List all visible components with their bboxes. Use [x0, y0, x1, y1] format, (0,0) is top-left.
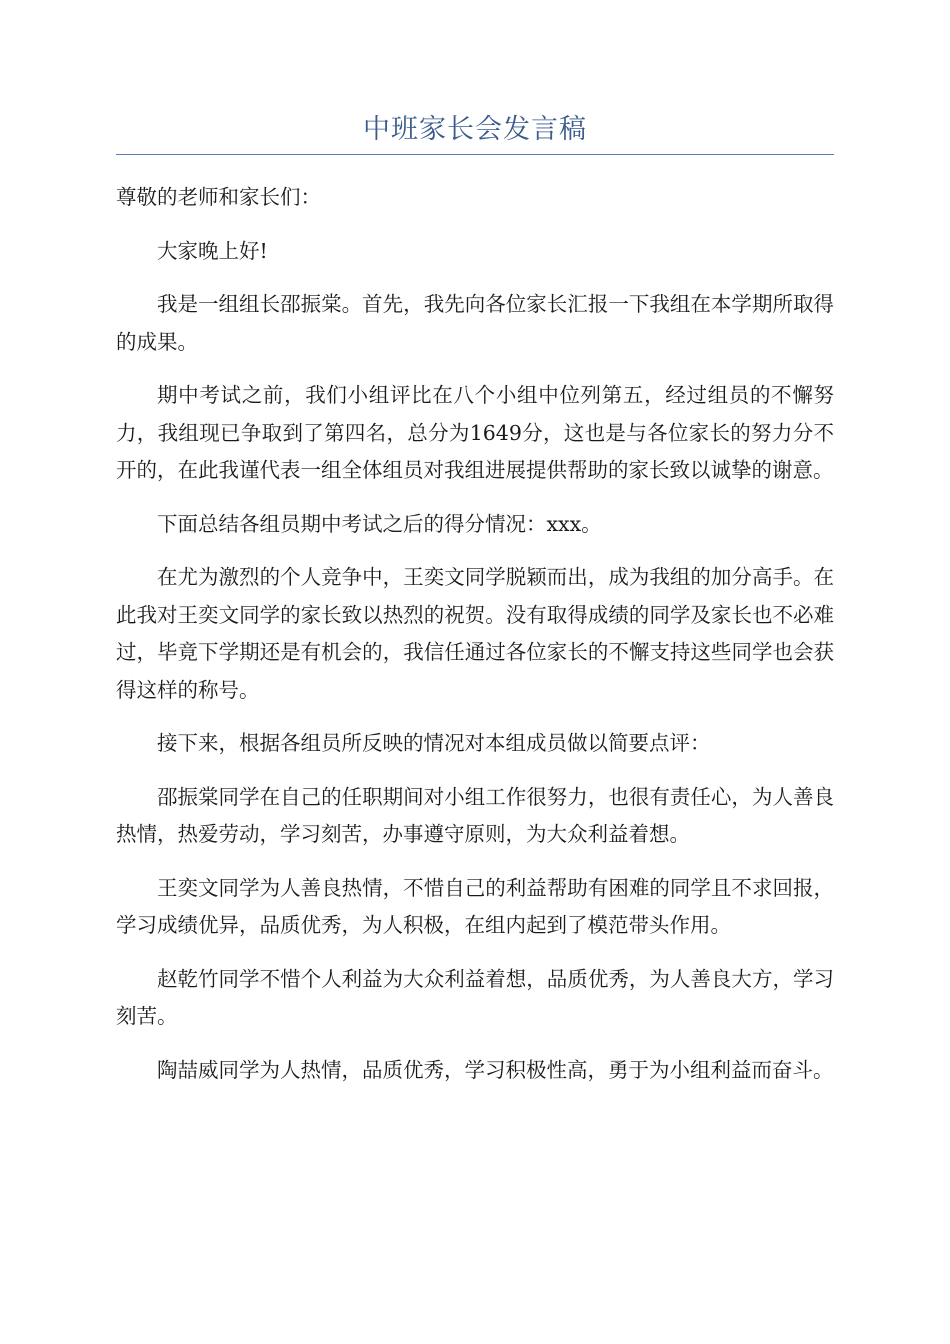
paragraph-review-zhao: 赵乾竹同学不惜个人利益为大众利益着想，品质优秀，为人善良大方，学习刻苦。 [116, 966, 834, 1028]
paragraph-ranking: 期中考试之前，我们小组评比在八个小组中位列第五，经过组员的不懈努力，我组现已争取到了第四名，总分为1649分，这也是与各位家长的努力分不开的，在此我谨代表一组全体组员对我组进展提供帮助的家长致以诚挚的谢意。 [116, 383, 834, 482]
paragraph-competition: 在尤为激烈的个人竞争中，王奕文同学脱颖而出，成为我组的加分高手。在此我对王奕文同学的家长致以热烈的祝贺。没有取得成绩的同学及家长也不必难过，毕竟下学期还是有机会的，我信任通过各位家长的不懈支持这些同学也会获得这样的称号。 [116, 565, 834, 702]
paragraph-review-tao: 陶喆威同学为人热情，品质优秀，学习积极性高，勇于为小组利益而奋斗。 [157, 1057, 834, 1082]
salutation: 尊敬的老师和家长们： [116, 185, 321, 209]
paragraph-introduction: 我是一组组长邵振棠。首先，我先向各位家长汇报一下我组在本学期所取得的成果。 [116, 292, 834, 354]
paragraph-score-summary: 下面总结各组员期中考试之后的得分情况：xxx。 [157, 511, 602, 536]
paragraph-review-shao: 邵振棠同学在自己的任职期间对小组工作很努力，也很有责任心，为人善良热情，热爱劳动，学习刻苦，办事遵守原则，为大众利益着想。 [116, 784, 834, 846]
greeting: 大家晚上好! [157, 238, 268, 263]
document-title: 中班家长会发言稿 [363, 114, 587, 145]
paragraph-review-intro: 接下来，根据各组员所反映的情况对本组成员做以简要点评： [157, 731, 711, 755]
paragraph-review-wang: 王奕文同学为人善良热情，不惜自己的利益帮助有困难的同学且不求回报，学习成绩优异，品质优秀，为人积极，在组内起到了模范带头作用。 [116, 875, 834, 937]
title-underline [116, 154, 834, 155]
document-body [116, 179, 834, 1089]
document-page [116, 110, 834, 1105]
